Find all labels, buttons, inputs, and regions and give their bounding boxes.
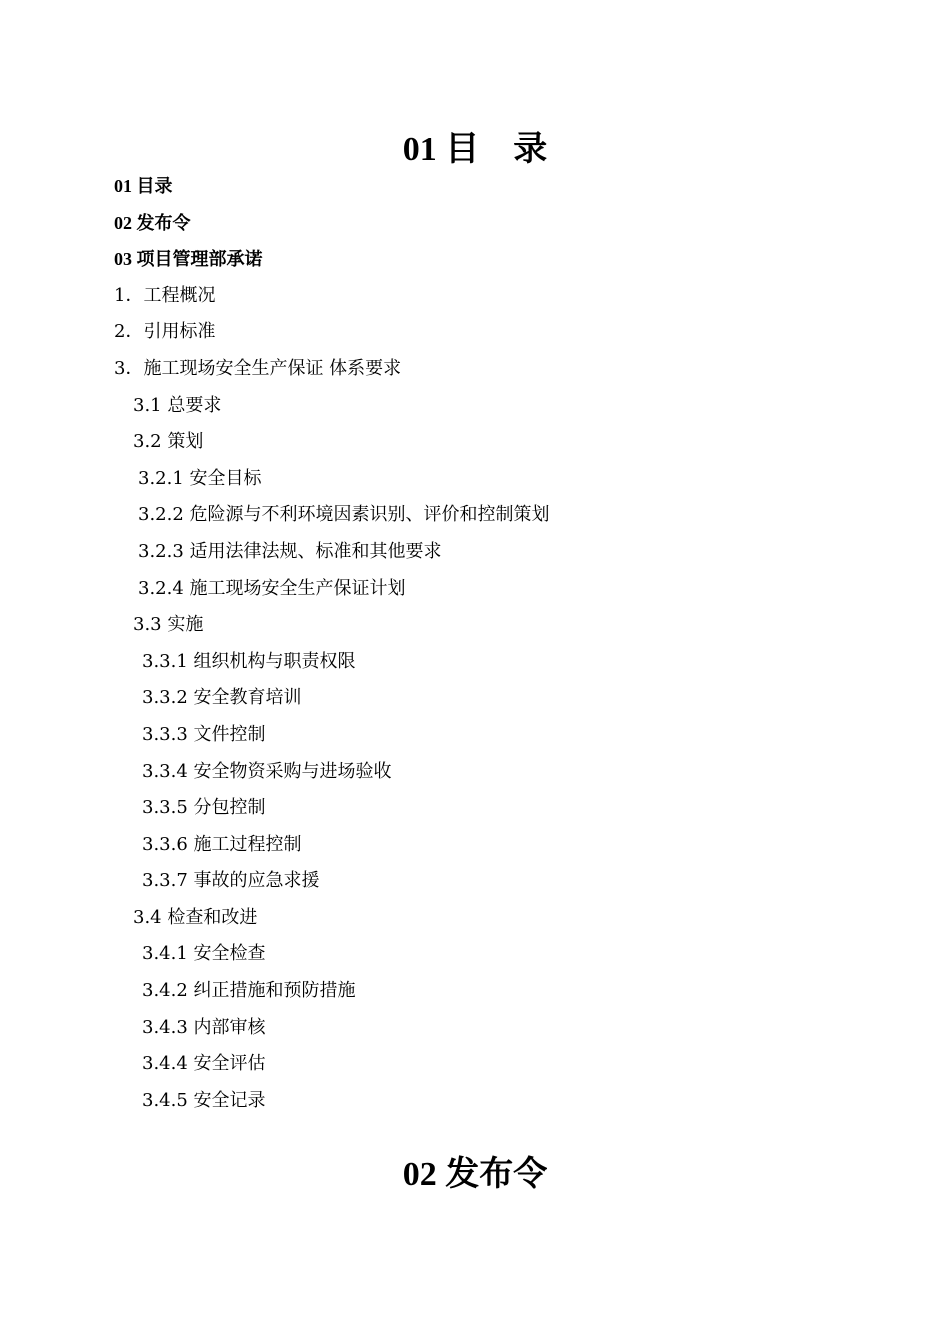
toc-entry: 3.4.4 安全评估 xyxy=(142,1053,266,1075)
toc-entry: 02 发布令 xyxy=(114,212,191,233)
toc-entry: 3.3.7 事故的应急求援 xyxy=(142,870,320,892)
toc-entry: 03 项目管理部承诺 xyxy=(114,249,263,270)
toc-entry: 3.4.5 安全记录 xyxy=(142,1089,266,1111)
toc-entry: 3.3.3 文件控制 xyxy=(142,723,266,745)
toc-entry: 3.2.1 安全目标 xyxy=(138,467,262,489)
toc-entry: 3.3.5 分包控制 xyxy=(142,797,266,819)
toc-entry: 3.3.6 施工过程控制 xyxy=(142,833,302,855)
toc-entry: 3.3.2 安全教育培训 xyxy=(142,687,302,709)
toc-entry: 3.2 策划 xyxy=(133,431,204,453)
toc-entry: 1．工程概况 xyxy=(114,284,216,306)
table-of-contents xyxy=(0,168,950,1119)
toc-entry: 3.3.4 安全物资采购与进场验收 xyxy=(142,760,392,782)
toc-entry: 3.3.1 组织机构与职责权限 xyxy=(142,650,356,672)
toc-entry: 3.4.1 安全检查 xyxy=(142,943,266,965)
toc-entry: 3.4.3 内部审核 xyxy=(142,1016,266,1038)
section-title-release-order: 02 发布令 xyxy=(402,1156,548,1193)
toc-entry: 3．施工现场安全生产保证 体系要求 xyxy=(114,357,402,379)
toc-entry: 3.3 实施 xyxy=(133,614,204,636)
toc-entry: 3.2.2 危险源与不利环境因素识别、评价和控制策划 xyxy=(138,504,550,526)
toc-entry: 3.1 总要求 xyxy=(133,394,222,416)
toc-entry: 3.4.2 纠正措施和预防措施 xyxy=(142,980,356,1002)
toc-title: 01 目 录 xyxy=(402,131,548,168)
toc-entry: 3.2.3 适用法律法规、标准和其他要求 xyxy=(138,540,442,562)
toc-entry: 2．引用标准 xyxy=(114,321,216,343)
toc-entry: 3.2.4 施工现场安全生产保证计划 xyxy=(138,577,406,599)
toc-entry: 3.4 检查和改进 xyxy=(133,906,258,928)
toc-entry: 01 目录 xyxy=(114,176,173,196)
